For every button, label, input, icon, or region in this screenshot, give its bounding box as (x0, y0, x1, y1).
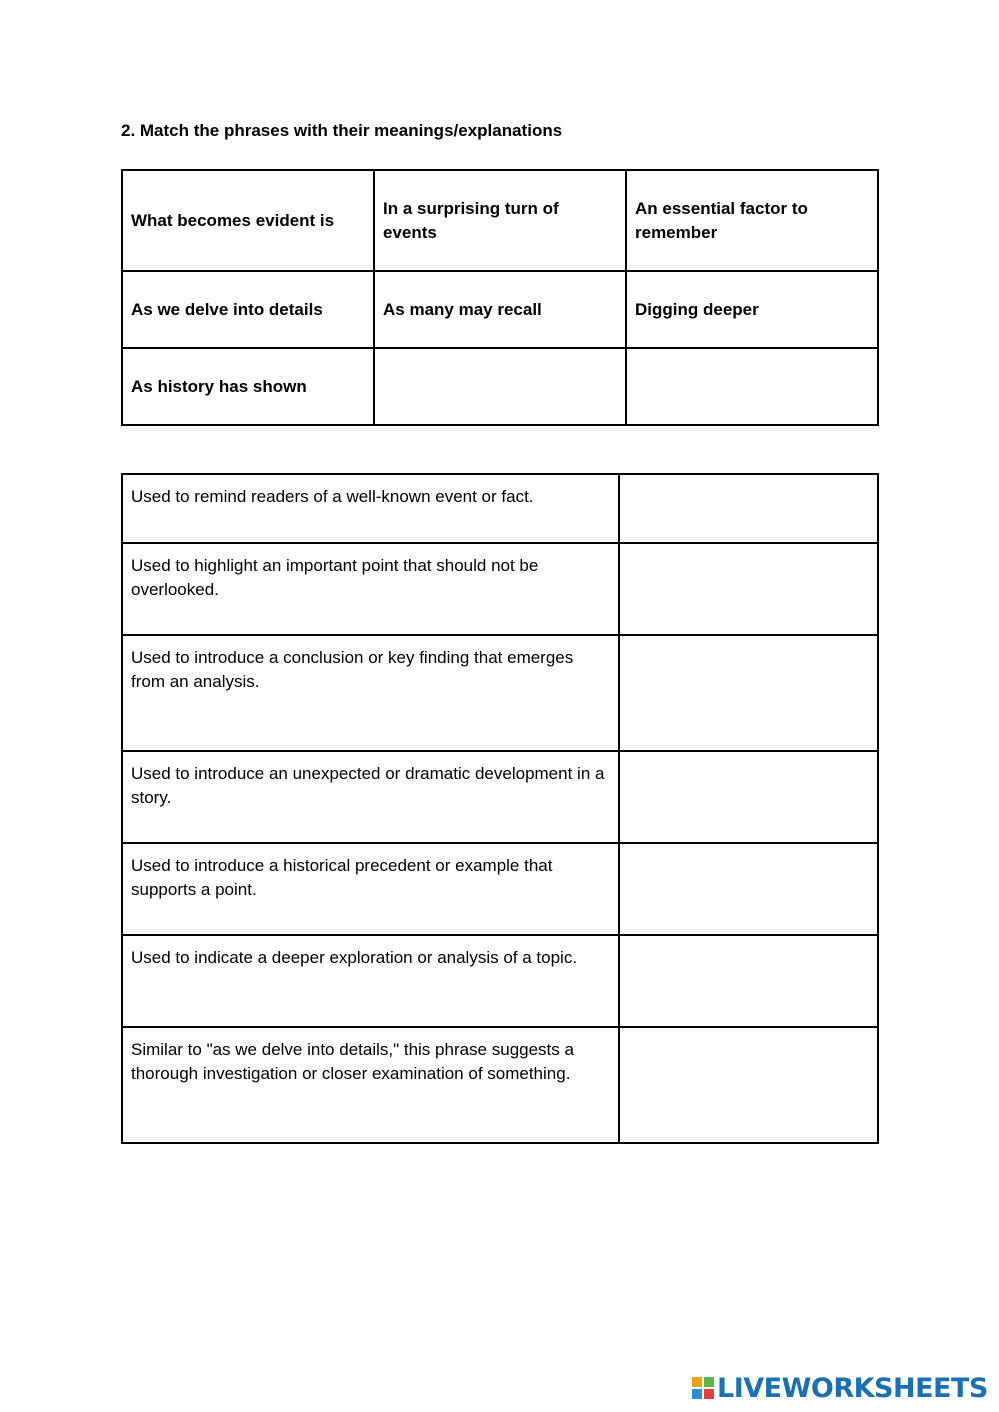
phrase-cell[interactable]: Digging deeper (626, 271, 878, 348)
answer-drop-zone[interactable] (619, 474, 878, 543)
phrase-cell[interactable]: As we delve into details (122, 271, 374, 348)
answer-drop-zone[interactable] (619, 843, 878, 935)
answer-drop-zone[interactable] (619, 543, 878, 635)
liveworksheets-logo (692, 1371, 988, 1405)
phrase-cell-empty (374, 348, 626, 425)
answer-drop-zone[interactable] (619, 1027, 878, 1143)
meaning-text: Used to introduce a conclusion or key finding that emerges from an analysis. (122, 635, 619, 751)
phrase-cell[interactable]: An essential factor to remember (626, 170, 878, 271)
meaning-text: Used to introduce an unexpected or dramatic development in a story. (122, 751, 619, 843)
liveworksheets-logo-icon (692, 1377, 714, 1399)
answer-drop-zone[interactable] (619, 635, 878, 751)
phrase-cell[interactable]: As many may recall (374, 271, 626, 348)
answer-drop-zone[interactable] (619, 751, 878, 843)
answer-drop-zone[interactable] (619, 935, 878, 1027)
meaning-text: Similar to "as we delve into details," this phrase suggests a thorough investigation or closer examination of something. (122, 1027, 619, 1143)
meaning-text: Used to indicate a deeper exploration or analysis of a topic. (122, 935, 619, 1027)
meaning-text: Used to introduce a historical precedent or example that supports a point. (122, 843, 619, 935)
worksheet-heading: 2. Match the phrases with their meanings/explanations (121, 121, 563, 140)
meanings-table (121, 473, 879, 1144)
meaning-text: Used to remind readers of a well-known event or fact. (122, 474, 619, 543)
phrase-cell[interactable]: In a surprising turn of events (374, 170, 626, 271)
phrase-cell[interactable]: As history has shown (122, 348, 374, 425)
phrase-cell-empty (626, 348, 878, 425)
liveworksheets-logo-text: LIVEWORKSHEETS (717, 1372, 988, 1404)
phrases-table (121, 169, 879, 426)
phrase-cell[interactable]: What becomes evident is (122, 170, 374, 271)
meaning-text: Used to highlight an important point that should not be overlooked. (122, 543, 619, 635)
